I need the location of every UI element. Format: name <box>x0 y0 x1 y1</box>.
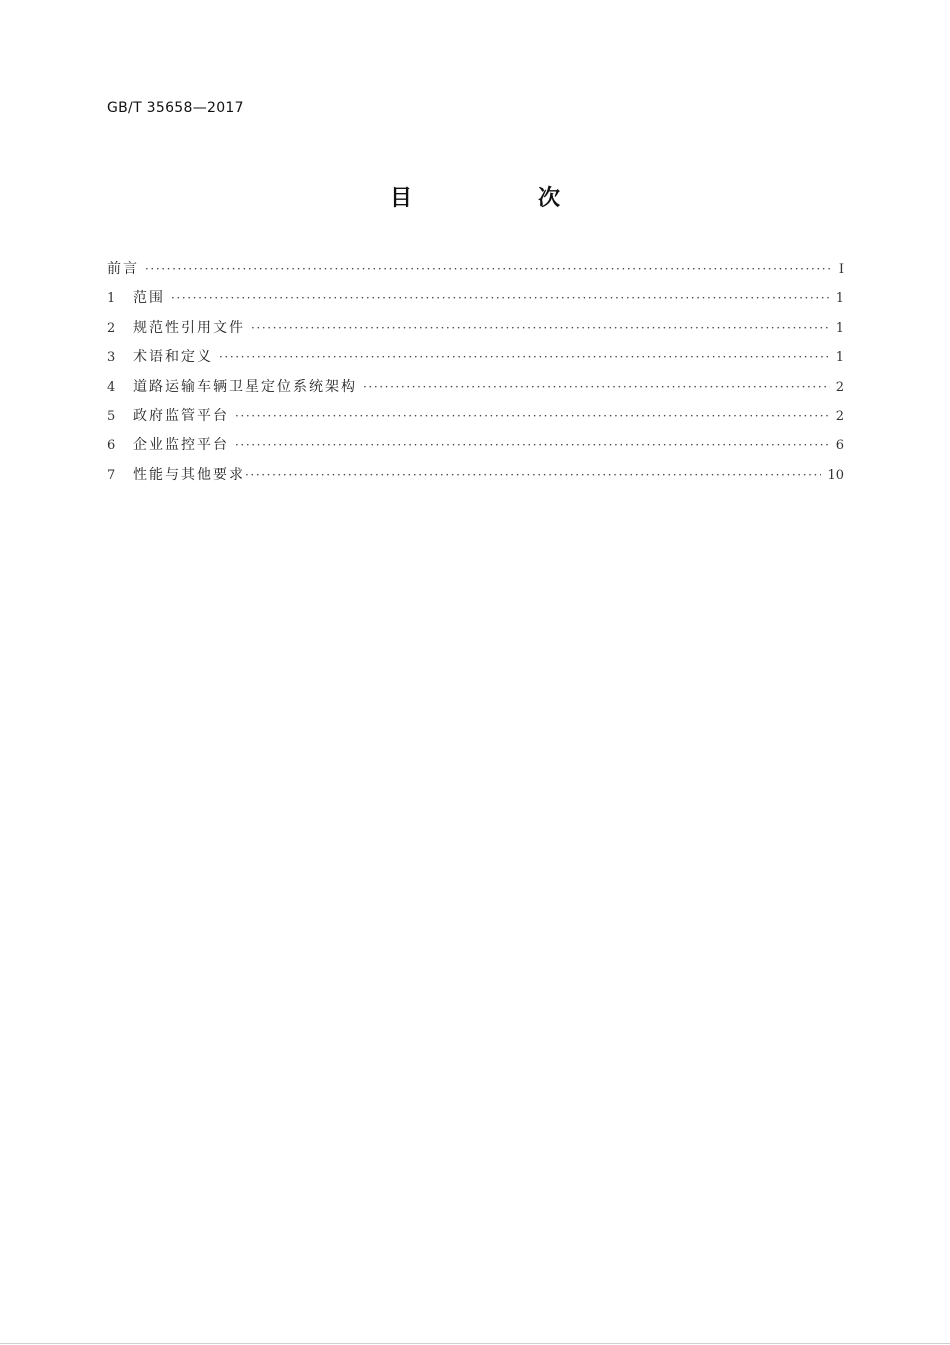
toc-entry-government-platform[interactable] <box>107 405 844 434</box>
toc-entry-label: 范围 <box>133 290 165 307</box>
toc-entry-system-architecture[interactable] <box>107 376 844 405</box>
toc-entry-page: Ⅰ <box>838 262 844 277</box>
toc-entry-label: 前言 <box>107 261 139 277</box>
toc-dot-leader <box>235 410 830 422</box>
toc-entry-label: 道路运输车辆卫星定位系统架构 <box>133 378 357 395</box>
toc-dot-leader <box>235 439 830 451</box>
toc-entry-number: 3 <box>107 350 116 366</box>
toc-dot-leader <box>363 381 830 393</box>
toc-entry-number: 1 <box>107 291 116 307</box>
toc-entry-number: 7 <box>107 467 116 483</box>
standard-code: GB/T 35658—2017 <box>107 100 244 116</box>
toc-entry-page: 2 <box>835 379 844 395</box>
page-bottom-divider <box>0 1343 950 1344</box>
toc-entry-performance-requirements[interactable] <box>107 464 844 493</box>
toc-title: 目 次 <box>389 186 612 211</box>
toc-dot-leader <box>171 292 830 304</box>
toc-entry-number: 2 <box>107 320 116 336</box>
toc-entry-number: 5 <box>107 408 116 424</box>
toc-entry-page: 1 <box>835 350 844 366</box>
toc-entry-page: 10 <box>827 467 844 483</box>
toc-entry-label: 企业监控平台 <box>133 437 229 454</box>
toc-entry-number: 4 <box>107 379 116 395</box>
toc-dot-leader <box>145 263 833 275</box>
toc-entry-page: 1 <box>835 291 844 307</box>
toc-entry-label: 政府监管平台 <box>133 407 229 424</box>
toc-dot-leader <box>219 351 830 363</box>
toc-entry-label: 规范性引用文件 <box>133 319 245 336</box>
toc-entry-enterprise-platform[interactable] <box>107 434 844 463</box>
toc-entry-scope[interactable] <box>107 287 844 316</box>
table-of-contents <box>107 258 844 493</box>
toc-entry-number: 6 <box>107 438 116 454</box>
toc-entry-label: 术语和定义 <box>133 349 213 366</box>
toc-entry-page: 2 <box>835 408 844 424</box>
toc-dot-leader <box>245 469 821 481</box>
toc-entry-normative-references[interactable] <box>107 317 844 346</box>
toc-entry-foreword[interactable] <box>107 258 844 287</box>
toc-entry-label: 性能与其他要求 <box>133 466 245 483</box>
toc-entry-terms-definitions[interactable] <box>107 346 844 375</box>
toc-entry-page: 1 <box>835 320 844 336</box>
toc-entry-page: 6 <box>835 438 844 454</box>
toc-dot-leader <box>251 322 830 334</box>
